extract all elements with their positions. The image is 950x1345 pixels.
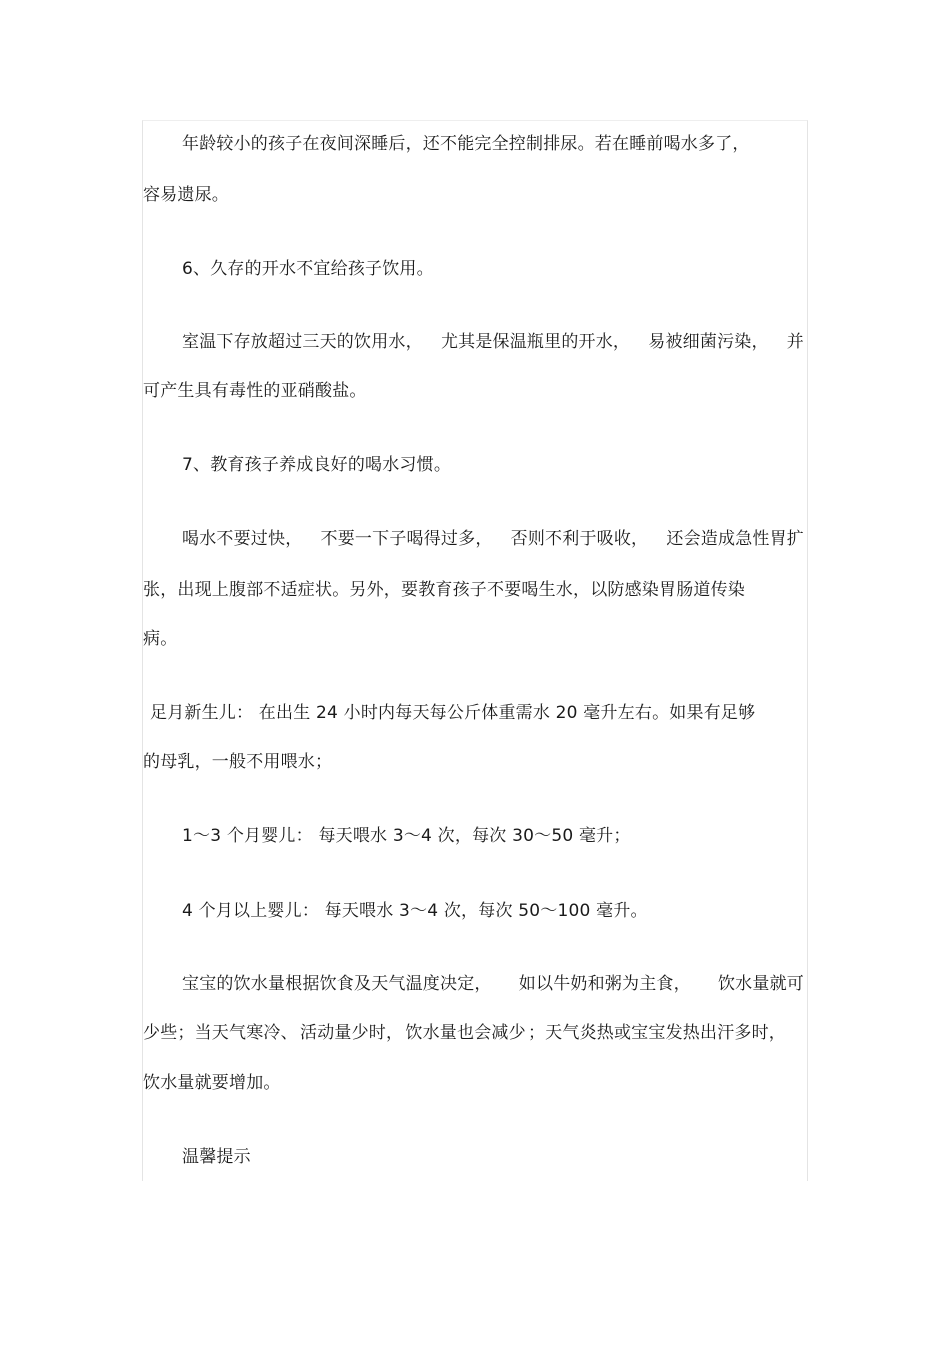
text-segment: 喝水不要过快， <box>182 529 303 549</box>
paragraph-drinking-habit-line-2: 张，出现上腹部不适症状。另外，要教育孩子不要喝生水，以防感染胃肠道传染 <box>143 580 745 600</box>
heading-item-6: 6、久存的开水不宜给孩子饮用。 <box>182 259 434 279</box>
text-segment: 饮水量也会减少 <box>405 1023 526 1043</box>
paragraph-newborn-line-2: 的母乳，一般不用喂水； <box>143 752 333 772</box>
heading-item-7: 7、教育孩子养成良好的喝水习惯。 <box>182 455 452 475</box>
text-segment: 如以牛奶和粥为主食， <box>518 974 691 994</box>
paragraph-drinking-habit-line-3: 病。 <box>143 629 178 649</box>
paragraph-stored-water-line-1 <box>182 331 804 353</box>
paragraph-bedtime-line-2: 容易遗尿。 <box>143 185 229 205</box>
text-segment: 活动量少时， <box>300 1023 404 1043</box>
heading-warm-tips: 温馨提示 <box>182 1147 251 1167</box>
text-segment: 宝宝的饮水量根据饮食及天气温度决定， <box>182 974 492 994</box>
text-segment: 尤其是保温瓶里的开水， <box>440 332 631 352</box>
text-segment: 室温下存放超过三天的饮用水， <box>182 332 423 352</box>
text-segment: 饮水量就可 <box>717 974 804 994</box>
paragraph-intake-line-3: 饮水量就要增加。 <box>143 1073 281 1093</box>
text-segment: 还会造成急性胃扩 <box>666 529 804 549</box>
paragraph-newborn-line-1: 足月新生儿： 在出生 24 小时内每天每公斤体重需水 20 毫升左右。如果有足够 <box>150 703 756 723</box>
text-segment: 并 <box>786 332 804 352</box>
text-segment: ；天气炎热或宝宝发热出汗多时， <box>527 1023 786 1043</box>
paragraph-drinking-habit-line-1 <box>182 528 804 550</box>
text-segment: 否则不利于吸收， <box>510 529 649 549</box>
text-segment: 少些；当天气寒冷、 <box>143 1023 298 1043</box>
paragraph-1-3-months: 1～3 个月婴儿： 每天喂水 3～4 次，每次 30～50 毫升； <box>182 826 631 846</box>
text-segment: 不要一下子喝得过多， <box>320 529 493 549</box>
paragraph-intake-line-1 <box>182 973 804 995</box>
paragraph-4-months-plus: 4 个月以上婴儿： 每天喂水 3～4 次，每次 50～100 毫升。 <box>182 901 648 921</box>
paragraph-intake-line-2 <box>143 1022 786 1044</box>
paragraph-stored-water-line-2: 可产生具有毒性的亚硝酸盐。 <box>143 381 367 401</box>
text-segment: 易被细菌污染， <box>648 332 769 352</box>
paragraph-bedtime-line-1: 年龄较小的孩子在夜间深睡后，还不能完全控制排尿。若在睡前喝水多了， <box>182 134 750 154</box>
